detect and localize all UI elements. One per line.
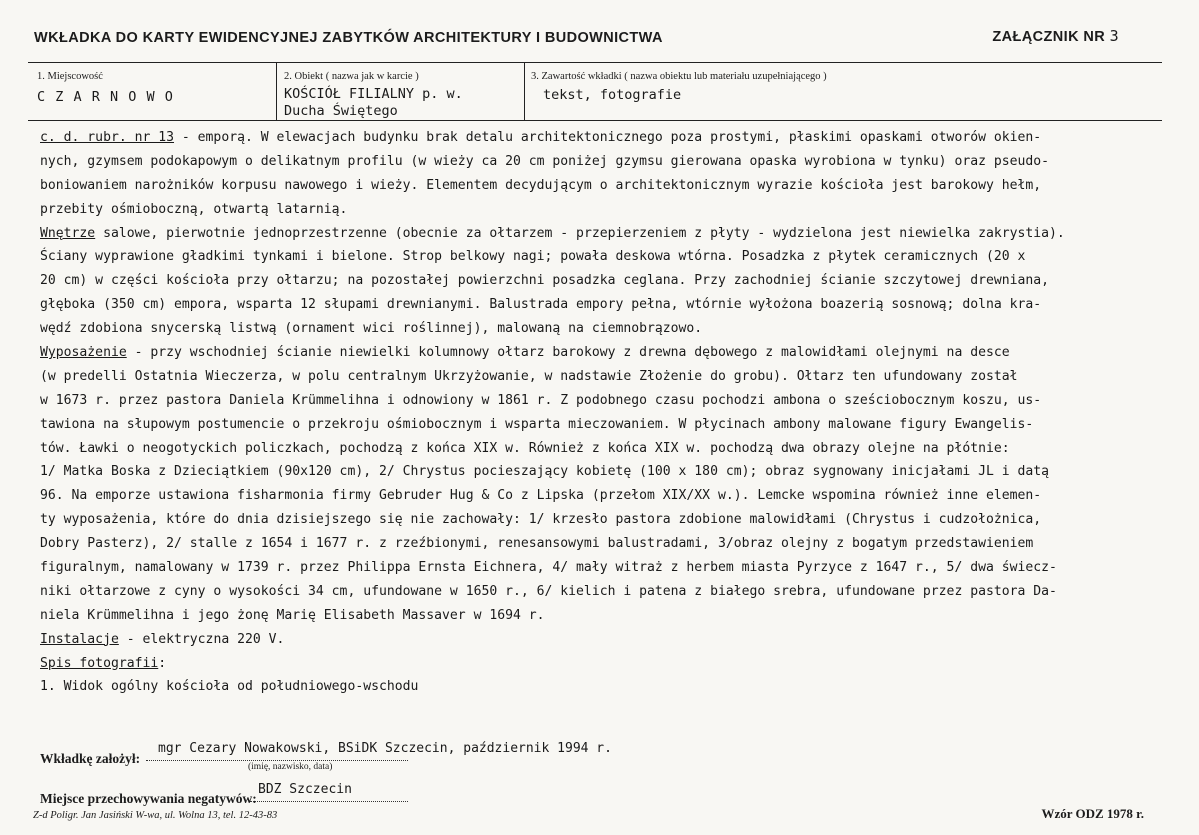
top-rule: [28, 62, 1162, 63]
created-by-dotted-line: [146, 759, 408, 761]
body-line: głęboka (350 cm) empora, wsparta 12 słupami drewnianymi. Balustrada empory pełna, wtórnie wyłożona boazerią sosnową; dolna kra-: [40, 297, 1042, 313]
created-by-label: Wkładkę założył:: [40, 751, 141, 766]
body-line: niela Krümmelihna i jego żonę Marię Elisabeth Massaver w 1694 r.: [40, 607, 545, 623]
body-text: salowe, pierwotnie jednoprzestrzenne (obecnie za ołtarzem - przepierzeniem z płyty - wydzielona jest niewielka zakrystia).: [95, 225, 1065, 241]
field-divider-2: [524, 62, 525, 120]
body-line: figuralnym, namalowany w 1739 r. przez Philippa Ernsta Eichnera, 4/ mały witraż z herbem miasta Pyrzyce z 1647 r., 5/ dwa świecz-: [40, 560, 1057, 576]
heading-furnishings: Wyposażenie: [40, 345, 127, 361]
body-line: 1. Widok ogólny kościoła od południowego-wschodu: [40, 679, 419, 695]
heading-photo-list: Spis fotografii: [40, 655, 159, 671]
storage-dotted-line: [250, 800, 408, 802]
body-line: ty wyposażenia, które do dnia dzisiejszego się nie zachowały: 1/ krzesło pastora zdobione malowidłami (Chrystus i cudzołożnica,: [40, 512, 1042, 528]
form-model: Wzór ODZ 1978 r.: [1041, 806, 1144, 821]
body-line: nych, gzymsem podokapowym o delikatnym profilu (w wieży ca 20 cm poniżej gzymsu gierowana opaska wyrobiona w tynku) oraz pseudo-: [40, 153, 1050, 169]
body-line: (w predelli Ostatnia Wieczerza, w polu centralnym Ukrzyżowanie, w nadstawie Złożenie do grobu). Ołtarz ten ufundowany został: [40, 368, 1018, 384]
content-value: tekst, fotografie: [543, 87, 682, 103]
body-line: tów. Ławki o neogotyckich policzkach, pochodzą z końca XIX w. Również z końca XIX w. pochodzą dwa obrazy olejne na płótnie:: [40, 440, 1010, 456]
body-line: [40, 222, 1199, 246]
body-line: w 1673 r. przez pastora Daniela Krümmelihna i odnowiony w 1861 r. Z podobnego czasu pochodzi ambona o sześciobocznym koszu, us-: [40, 392, 1042, 408]
field-divider-1: [276, 62, 277, 120]
body-line: 1/ Matka Boska z Dzieciątkiem (90x120 cm), 2/ Chrystus pocieszający kobietę (100 x 180 cm); obraz sygnowany inicjałami JL i datą: [40, 464, 1050, 480]
object-label: 2. Obiekt ( nazwa jak w karcie ): [284, 71, 419, 82]
printer-imprint: Z-d Poligr. Jan Jasiński W-wa, ul. Wolna 13, tel. 12-43-83: [33, 810, 278, 821]
annex-label-text: ZAŁĄCZNIK NR: [992, 29, 1106, 45]
created-by-value: mgr Cezary Nowakowski, BSiDK Szczecin, październik 1994 r.: [158, 741, 612, 756]
body-line: Ściany wyprawione gładkimi tynkami i bielone. Strop belkowy nagi; powała deskowa wtórna. Posadzka z płytek ceramicznych (20 x: [40, 249, 1026, 265]
body-line: 20 cm) w części kościoła przy ołtarzu; na pozostałej powierzchni posadzka ceglana. Przy zachodniej ścianie szczytowej drewniana,: [40, 273, 1050, 289]
body-line: Dobry Pasterz), 2/ stalle z 1654 i 1677 r. z rzeźbionymi, renesansowymi balustradami, 3/obraz olejny z bogatym przedstawieniem: [40, 536, 1034, 552]
content-label: 3. Zawartość wkładki ( nazwa obiektu lub materiału uzupełniającego ): [531, 71, 827, 82]
storage-label: Miejsce przechowywania negatywów:: [40, 791, 257, 806]
heading-installations: Instalacje: [40, 631, 119, 647]
body-line: [40, 652, 1199, 676]
body-text: - przy wschodniej ścianie niewielki kolumnowy ołtarz barokowy z drewna dębowego z malowidłami olejnymi na desce: [126, 345, 1010, 361]
annex-number: 3: [1109, 27, 1119, 45]
body-line: wędź zdobiona snycerską listwą (ornament wici roślinnej), malowaną na ciemnobrązowo.: [40, 321, 703, 337]
fields-bottom-rule: [28, 120, 1162, 121]
body-line: [40, 628, 1199, 652]
body-text: - emporą. W elewacjach budynku brak detalu architektonicznego poza prostymi, płaskimi opaskami otworów okien-: [174, 130, 1042, 145]
body-line: niki ołtarzowe z cyny o wysokości 34 cm, ufundowane w 1650 r., 6/ kielich i patena z białego srebra, ufundowane przez pastora Da-: [40, 583, 1057, 599]
body-line: [40, 341, 1199, 365]
locality-label: 1. Miejscowość: [37, 71, 103, 82]
body-text: - elektryczna 220 V.: [118, 631, 285, 647]
created-by-hint: (imię, nazwisko, data): [248, 762, 333, 772]
heading-interior: Wnętrze: [40, 225, 96, 241]
section-ref: c. d. rubr. nr 13: [40, 130, 175, 145]
body-line: 96. Na emporze ustawiona fisharmonia firmy Gebruder Hug & Co z Lipska (przełom XIX/XX w.). Lemcke wspomina również inne elemen-: [40, 488, 1042, 504]
document-body: [40, 126, 1199, 699]
form-title: WKŁADKA DO KARTY EWIDENCYJNEJ ZABYTKÓW ARCHITEKTURY I BUDOWNICTWA: [34, 30, 663, 46]
body-text: :: [158, 655, 167, 671]
object-value-line1: KOŚCIÓŁ FILIALNY p. w.: [284, 86, 463, 102]
body-line: przebity ośmioboczną, otwartą latarnią.: [40, 201, 348, 217]
body-line: [40, 126, 1199, 150]
object-value-line2: Ducha Świętego: [284, 103, 398, 119]
body-line: tawiona na słupowym postumencie o przekroju ośmiobocznym i wsparta mieczowaniem. W płycinach ambony malowane figury Ewangelis-: [40, 416, 1034, 432]
locality-value: C Z A R N O W O: [37, 89, 174, 105]
annex-label: [992, 27, 1119, 45]
body-line: boniowaniem narożników korpusu nawowego i wieży. Elementem decydującym o architektonicznym wyrazie kościoła jest barokowy hełm,: [40, 177, 1042, 193]
storage-value: BDZ Szczecin: [258, 782, 352, 797]
